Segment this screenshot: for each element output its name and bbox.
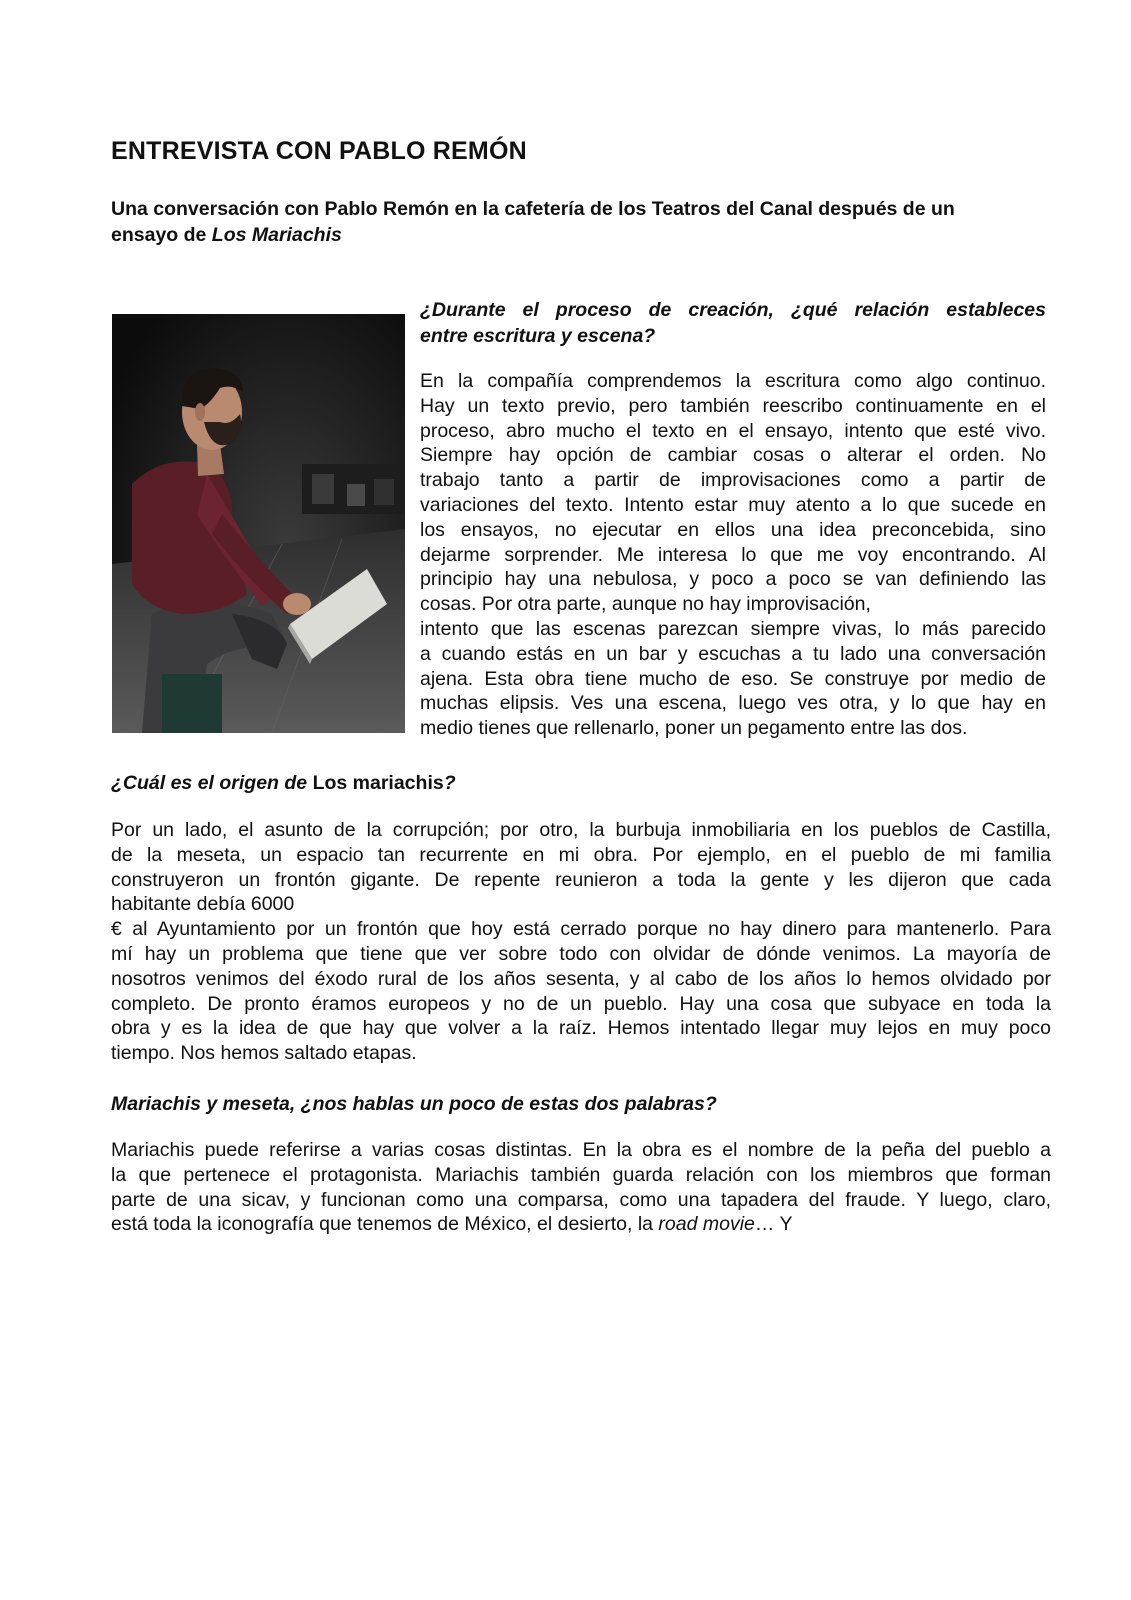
answer-2: [111, 818, 1051, 1066]
answer-1-line: principio hay una nebulosa, y poco a poco se van definiendo las: [420, 568, 1046, 591]
question-2-suffix: ?: [443, 772, 456, 794]
answer-1-line: dejarme sorprender. Me interesa lo que me voy encontrando. Al: [420, 543, 1046, 566]
answer-3-road-movie: road movie: [658, 1213, 755, 1236]
answer-3-line: Mariachis puede referirse a varias cosas distintas. En la obra es el nombre de la peña del pueblo a: [111, 1139, 1051, 1161]
answer-3: [111, 1138, 1051, 1237]
answer-2-line: € al Ayuntamiento por un frontón que hoy está cerrado porque no hay dinero para mantenerlo. Para: [111, 918, 1051, 941]
question-1: [420, 297, 1046, 349]
answer-2-line: mí hay un problema que tiene que ver sobre todo con olvidar de dónde venimos. La mayoría de: [111, 942, 1051, 965]
question-1-line-2: entre escritura y escena?: [420, 325, 656, 347]
question-2: [111, 770, 1051, 796]
question-1-line-1: ¿Durante el proceso de creación, ¿qué relación estableces: [420, 299, 1046, 321]
answer-2-line: construyeron un frontón gigante. De repente reunieron a toda la gente y les dijeron que cada: [111, 868, 1051, 891]
answer-2-line: nosotros venimos del éxodo rural de los años sesenta, y al cabo de los años lo hemos olvidado por: [111, 967, 1051, 990]
answer-2-line: tiempo. Nos hemos saltado etapas.: [111, 1042, 417, 1065]
question-2-prefix: ¿Cuál es el origen de: [111, 772, 313, 794]
answer-1-line: trabajo tanto a partir de improvisaciones como a partir de: [420, 469, 1046, 492]
subtitle-line-1: Una conversación con Pablo Remón en la cafetería de los Teatros del Canal después de un: [111, 198, 955, 220]
answer-1-line: cosas. Por otra parte, aunque no hay improvisación,: [420, 593, 871, 616]
answer-1-line: proceso, abro mucho el texto en el ensayo, intento que esté vivo.: [420, 419, 1046, 442]
answer-1-line: En la compañía comprendemos la escritura como algo continuo.: [420, 370, 1046, 392]
answer-2-line: Por un lado, el asunto de la corrupción; por otro, la burbuja inmobiliaria en los pueblos de Castilla,: [111, 819, 1051, 841]
document-subtitle: [111, 196, 1051, 248]
answer-3-last-line: [111, 1212, 1051, 1237]
answer-1-line: los ensayos, no ejecutar en ellos una idea preconcebida, sino: [420, 518, 1046, 541]
answer-1-line: Siempre hay opción de cambiar cosas o alterar el orden. No: [420, 444, 1046, 467]
answer-1-line: a cuando estás en un bar y escuchas a tu lado una conversación: [420, 642, 1046, 665]
answer-1-line: medio tienes que rellenarlo, poner un pegamento entre las dos.: [420, 717, 968, 740]
answer-1-line: variaciones del texto. Intento estar muy atento a lo que sucede en: [420, 493, 1046, 516]
answer-1: [420, 369, 1046, 741]
question-3: Mariachis y meseta, ¿nos hablas un poco de estas dos palabras?: [111, 1093, 717, 1115]
subtitle-line-2-prefix: ensayo de: [111, 224, 212, 246]
answer-2-line: obra y es la idea de que hay que volver a la raíz. Hemos intentado llegar muy lejos en muy poco: [111, 1017, 1051, 1040]
answer-2-line: de la meseta, un espacio tan recurrente en mi obra. Por ejemplo, en el pueblo de mi familia: [111, 843, 1051, 866]
answer-3-line: la que pertenece el protagonista. Mariachis también guarda relación con los miembros que forman: [111, 1163, 1051, 1186]
question-2-play-title: Los mariachis: [312, 772, 444, 794]
answer-2-line: habitante debía 6000: [111, 893, 295, 916]
answer-1-line: intento que las escenas parezcan siempre vivas, lo más parecido: [420, 617, 1046, 640]
answer-3-last-suffix: … Y: [754, 1213, 793, 1236]
section-1: [420, 297, 1046, 741]
answer-1-line: ajena. Esta obra tiene mucho de eso. Se construye por medio de: [420, 667, 1046, 690]
answer-3-last-prefix: está toda la iconografía que tenemos de México, el desierto, la: [111, 1213, 659, 1236]
answer-2-line: completo. De pronto éramos europeos y no de un pueblo. Hay una cosa que subyace en toda la: [111, 992, 1051, 1015]
portrait-illustration: [112, 314, 405, 733]
document-title: ENTREVISTA CON PABLO REMÓN: [111, 137, 527, 165]
answer-1-line: muchas elipsis. Ves una escena, luego ves otra, y lo que hay en: [420, 692, 1046, 715]
answer-1-line: Hay un texto previo, pero también reescribo continuamente en el: [420, 394, 1046, 417]
portrait-photo: [112, 314, 405, 733]
subtitle-play-title: Los Mariachis: [211, 224, 342, 246]
answer-3-line: parte de una sicav, y funcionan como una comparsa, como una tapadera del fraude. Y luego, claro,: [111, 1188, 1051, 1211]
